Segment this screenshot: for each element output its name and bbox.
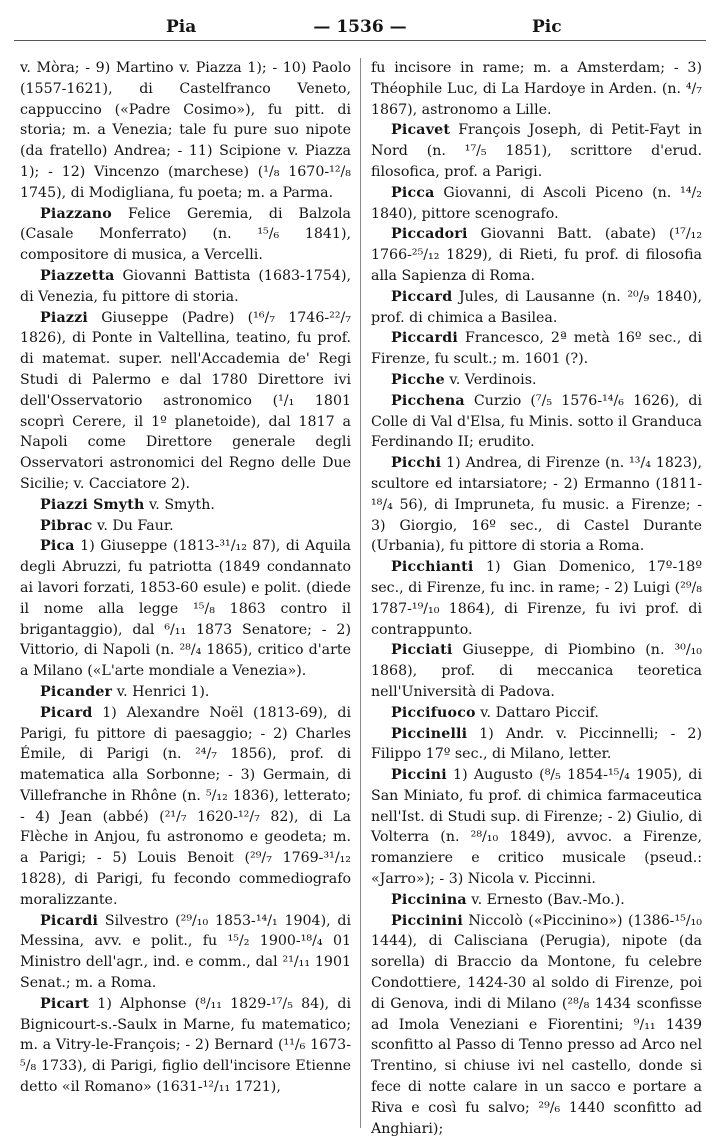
- entry-headword: Piazzano: [40, 205, 112, 222]
- text-columns: [20, 58, 702, 1137]
- dictionary-entry: [20, 308, 351, 495]
- dictionary-entry: [371, 370, 702, 391]
- entry-headword: Picard: [40, 704, 93, 721]
- entry-headword: Picardi: [40, 912, 99, 929]
- entry-headword: Picart: [40, 995, 90, 1012]
- dictionary-entry: [371, 391, 702, 453]
- entry-text: 1) Alphonse (⁸/₁₁ 1829-¹⁷/₅ 84), di Bignicourt-s.-Saulx in Marne, fu matematico; m. a Vitry-le-François; - 2) Bernard (¹¹/₆ 1673-⁵/₈ 1733), di Parigi, figlio dell'incisore Etienne detto «il Romano» (1631-¹²/₁₁ 1721),: [20, 995, 351, 1096]
- entry-text: v. Du Faur.: [92, 517, 174, 534]
- dictionary-entry: [20, 911, 351, 994]
- entry-headword: Picchi: [391, 455, 442, 472]
- dictionary-entry: [371, 183, 702, 225]
- dictionary-entry: [20, 266, 351, 308]
- dictionary-entry: [20, 495, 351, 516]
- entry-headword: Picavet: [391, 122, 451, 139]
- entry-text: François Joseph, di Petit-Fayt in Nord (n. ¹⁷/₅ 1851), scrittore d'erud. filosofica, prof. a Parigi.: [371, 122, 702, 180]
- entry-headword: Picander: [40, 683, 113, 700]
- dictionary-entry: [371, 120, 702, 182]
- dictionary-entry: [371, 911, 702, 1139]
- entry-text: v. Smyth.: [144, 496, 215, 513]
- entry-headword: Pibrac: [40, 517, 93, 534]
- entry-headword: Piccard: [391, 288, 453, 305]
- entry-text: v. Henrici 1).: [112, 683, 210, 700]
- entry-headword: Picchianti: [391, 559, 474, 576]
- entry-text: 1) Alexandre Noël (1813-69), di Parigi, fu pittore di paesaggio; - 2) Charles Émile, di Parigi (n. ²⁴/₇ 1856), prof. di matematica alla Sorbonne; - 3) Germain, di Villefranche in Rhône (n. ⁵/₁₂ 1836), letterato; - 4) Jean (abbé) (²¹/₇ 1620-¹²/₇ 82), di La Flèche in Anjou, fu astronomo e geodeta; m. a Parigi; - 5) Louis Benoit (²⁹/₇ 1769-³¹/₁₂ 1828), di Parigi, fu fecondo commediografo moralizzante.: [20, 704, 351, 908]
- right-column: [371, 58, 702, 1139]
- entry-text: 1) Andr. v. Piccinnelli; - 2) Filippo 17º sec., di Milano, letter.: [371, 725, 702, 763]
- entry-text: v. Dattaro Piccif.: [475, 704, 599, 721]
- dictionary-entry: [371, 328, 702, 370]
- entry-headword: Piccinini: [391, 912, 463, 929]
- entry-text: v. Mòra; - 9) Martino v. Piazza 1); - 10) Paolo (1557-1621), di Castelfranco Veneto, cappuccino («Padre Cosimo»), fu pitt. di storia; m. a Venezia; tale fu pure suo nipote (da fratello) Andrea; - 11) Scipione v. Piazza 1); - 12) Vincenzo (marchese) (¹/₈ 1670-¹²/₈ 1745), di Modigliana, fu poeta; m. a Parma.: [20, 60, 351, 201]
- entry-text: fu incisore in rame; m. a Amsterdam; - 3) Théophile Luc, di La Hardoye in Arden. (n. ⁴/₇ 1867), astronomo a Lille.: [371, 60, 702, 118]
- entry-headword: Piazzi Smyth: [40, 496, 145, 513]
- column-divider: [360, 58, 361, 1128]
- entry-text: v. Verdinois.: [444, 371, 537, 388]
- entry-headword: Piccadori: [391, 226, 468, 243]
- entry-text: Curzio (⁷/₅ 1576-¹⁴/₆ 1626), di Colle di Val d'Elsa, fu Minis. sotto il Granduca Ferdinando II; erudito.: [371, 392, 702, 451]
- header-right-guide-word: Pic: [532, 17, 562, 37]
- header-left-guide-word: Pia: [166, 17, 197, 37]
- dictionary-entry: [20, 994, 351, 1098]
- dictionary-entry: [20, 516, 351, 537]
- dictionary-entry: [371, 724, 702, 766]
- entry-text: Niccolò («Piccinino») (1386-¹⁵/₁₀ 1444), di Calisciana (Perugia), nipote (da sorella) di Braccio da Montone, fu celebre Condottiere, 1424-30 al soldo di Firenze, poi di Genova, indi di Milano (²⁸/₈ 1434 sconfisse ad Imola Veneziani e Fiorentini; ⁹/₁₁ 1439 sconfitto al Passo di Tenno presso ad Arco nel Trentino, si chiuse ivi nel castello, donde si fece di notte calare in un sacco e portare a Riva e così fu salvo; ²⁹/₆ 1440 sconfitto ad Anghiari);: [371, 912, 702, 1137]
- dictionary-entry: [371, 765, 702, 890]
- entry-text: Giuseppe (Padre) (¹⁶/₇ 1746-²²/₇ 1826), di Ponte in Valtellina, teatino, fu prof. di matemat. super. nell'Accademia de' Regi Studi di Palermo e dal 1780 Direttore ivi dell'Osservatorio astronomico (¹/₁ 1801 scoprì Cerere, il 1º planetoide), dal 1817 a Napoli come Direttore generale degli Osservatori astronomici del Regno delle Due Sicilie; v. Cacciatore 2).: [20, 309, 351, 492]
- entry-text: Francesco, 2ª metà 16º sec., di Firenze, fu scult.; m. 1601 (?).: [371, 330, 702, 368]
- dictionary-entry: [371, 557, 702, 640]
- entry-headword: Picciati: [391, 642, 453, 659]
- entry-text: Giuseppe, di Piombino (n. ³⁰/₁₀ 1868), prof. di meccanica teoretica nell'Università di Padova.: [371, 642, 702, 700]
- entry-text: Giovanni Batt. (abate) (¹⁷/₁₂ 1766-²⁵/₁₂ 1829), di Rieti, fu prof. di filosofia alla Sapienza di Roma.: [371, 226, 702, 284]
- left-column: [20, 58, 351, 1098]
- page-number: — 1536 —: [313, 17, 407, 37]
- dictionary-entry: [371, 703, 702, 724]
- dictionary-entry: [371, 224, 702, 286]
- entry-headword: Piccardi: [391, 330, 458, 347]
- entry-text: Giovanni, di Ascoli Piceno (n. ¹⁴/₂ 1840), pittore scenografo.: [371, 184, 702, 222]
- entry-text: Felice Geremia, di Balzola (Casale Monferrato) (n. ¹⁵/₆ 1841), compositore di musica, a Vercelli.: [20, 205, 351, 264]
- entry-headword: Piccini: [391, 767, 447, 784]
- entry-text: Silvestro (²⁹/₁₀ 1853-¹⁴/₁ 1904), di Messina, avv. e polit., fu ¹⁵/₂ 1900-¹⁸/₄ 01 Ministro dell'agr., ind. e comm., dal ²¹/₁₁ 1901 Senat.; m. a Roma.: [20, 912, 351, 992]
- dictionary-entry: [20, 204, 351, 266]
- dictionary-entry: [371, 890, 702, 911]
- dictionary-entry: [20, 703, 351, 911]
- entry-text: Giovanni Battista (1683-1754), di Venezia, fu pittore di storia.: [20, 267, 351, 305]
- entry-headword: Piazzetta: [40, 267, 115, 284]
- entry-headword: Pica: [40, 538, 75, 555]
- dictionary-entry: [371, 287, 702, 329]
- dictionary-entry: [20, 682, 351, 703]
- entry-text: 1) Andrea, di Firenze (n. ¹³/₄ 1823), scultore ed intarsiatore; - 2) Ermanno (1811-¹⁸/₄ 56), di Impruneta, fu music. a Firenze; - 3) Giorgio, 16º sec., di Castel Durante (Urbania), fu pittore di storia a Roma.: [371, 455, 702, 555]
- dictionary-entry: [20, 536, 351, 682]
- dictionary-entry: [20, 58, 351, 204]
- entry-text: 1) Giuseppe (1813-³¹/₁₂ 87), di Aquila degli Abruzzi, fu patriotta (1849 condannato ai lavori forzati, 1853-60 esule) e polit. (diede il nome alla legge ¹⁵/₈ 1863 contro il brigantaggio), dal ⁶/₁₁ 1873 Senatore; - 2) Vittorio, di Napoli (n. ²⁸/₄ 1865), critico d'arte a Milano («L'arte mondiale a Venezia»).: [20, 538, 351, 680]
- entry-headword: Picca: [391, 184, 435, 201]
- entry-text: v. Ernesto (Bav.-Mo.).: [466, 891, 625, 908]
- entry-headword: Piazzi: [40, 309, 88, 326]
- dictionary-entry: [371, 453, 702, 557]
- running-header: [14, 14, 706, 41]
- entry-text: Jules, di Lausanne (n. ²⁰/₉ 1840), prof. di chimica a Basilea.: [371, 288, 702, 326]
- entry-text: 1) Augusto (⁸/₅ 1854-¹⁵/₄ 1905), di San Miniato, fu prof. di chimica farmaceutica nell'Ist. di Studi sup. di Firenze; - 2) Giulio, di Volterra (n. ²⁸/₁₀ 1849), avvoc. a Firenze, romanziere e critico musicale (pseud.: «Jarro»); - 3) Nicola v. Piccinni.: [371, 767, 702, 888]
- dictionary-entry: [371, 640, 702, 702]
- dictionary-entry: [371, 58, 702, 120]
- entry-headword: Picchena: [391, 392, 465, 409]
- entry-headword: Piccinina: [391, 891, 467, 908]
- entry-headword: Piccifuoco: [391, 704, 476, 721]
- entry-headword: Piccinelli: [391, 725, 468, 742]
- entry-text: 1) Gian Domenico, 17º-18º sec., di Firenze, fu inc. in rame; - 2) Luigi (²⁹/₈ 1787-¹⁹/₁₀ 1864), di Firenze, fu ivi prof. di contrappunto.: [371, 559, 702, 638]
- entry-headword: Picche: [391, 371, 445, 388]
